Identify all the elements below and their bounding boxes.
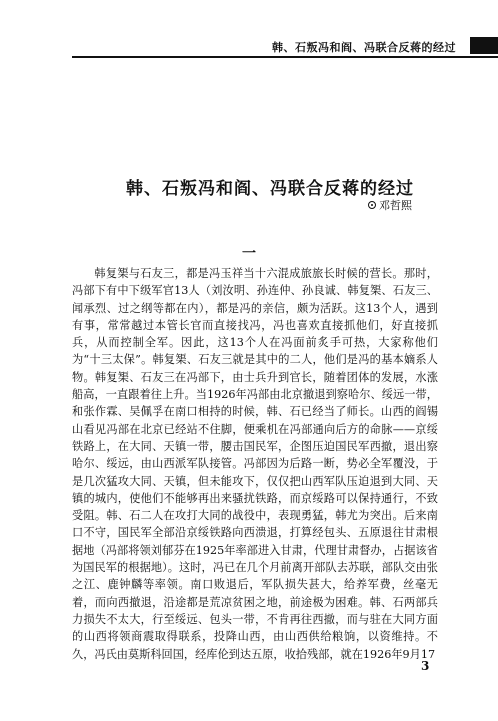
byline	[368, 197, 412, 213]
running-head-block	[470, 37, 498, 54]
page-number: 3	[421, 659, 430, 673]
section-number: 一	[242, 246, 256, 262]
article-title: 韩、石叛冯和阎、冯联合反蒋的经过	[126, 179, 414, 199]
circle-dot-icon	[368, 201, 376, 209]
body-paragraph: 韩复榘与石友三，都是冯玉祥当十六混成旅旅长时候的营长。那时，冯部下有中下级军官13人（刘汝明、孙连仲、孙良诚、韩复榘、石友三、闻承烈、过之纲等都在内），都是冯的亲信，颇为活跃。这13个人，遇到有事，常常越过本管长官而直接找冯，冯也喜欢直接抓他们，好直接抓兵，从而控制全军。因此，这13个人在冯面前炙手可热，大家称他们为“十三太保”。韩复榘、石友三就是其中的二人，他们是冯的基本嫡系人物。韩复榘、石友三在冯部下，由士兵升到官长，随着团体的发展，水涨船高，一直跟着往上升。当1926年冯部由北京撤退到察哈尔、绥远一带，和张作霖、吴佩孚在南口相持的时候，韩、石已经当了师长。山西的阎锡山看见冯部在北京已经站不住脚，便乘机在冯部通向后方的命脉——京绥铁路上，在大同、天镇一带，腰击国民军，企图压迫国民军西撤，退出察哈尔、绥远，由山西派军队接管。冯部因为后路一断，势必全军覆没，于是几次猛攻大同、天镇，但未能攻下，仅仅把山西军队压迫退到大同、天镇的城内，使他们不能够再出来骚扰铁路，而京绥路可以保持通行，不致受阻。韩、石二人在攻打大同的战役中，表现勇猛，韩尤为突出。后来南口不守，国民军全部沿京绥铁路向西溃退，打算经包头、五原退往甘肃根据地（冯部将领刘郁芬在1925年率部进入甘肃，代理甘肃督办，占据该省为国民军的根据地）。这时，冯已在几个月前离开部队去苏联，部队交由张之江、鹿钟麟等率领。南口败退后，军队损失甚大，给养军费，丝毫无着，而向西撤退，沿途都是荒凉贫困之地，前途极为困难。韩、石两部兵力损失不太大，行至绥远、包头一带，不肯再往西撤，而与驻在大同方面的山西将领商震取得联系，投降山西，由山西供给粮饷，以资维持。不久，冯氏由莫斯科回国，经库伦到达五原，收拾残部，就在1926年9月17	[72, 267, 438, 661]
running-head: 韩、石叛冯和阎、冯联合反蒋的经过	[272, 41, 456, 54]
header-rule	[72, 56, 498, 58]
author-name: 邓哲熙	[379, 199, 412, 212]
